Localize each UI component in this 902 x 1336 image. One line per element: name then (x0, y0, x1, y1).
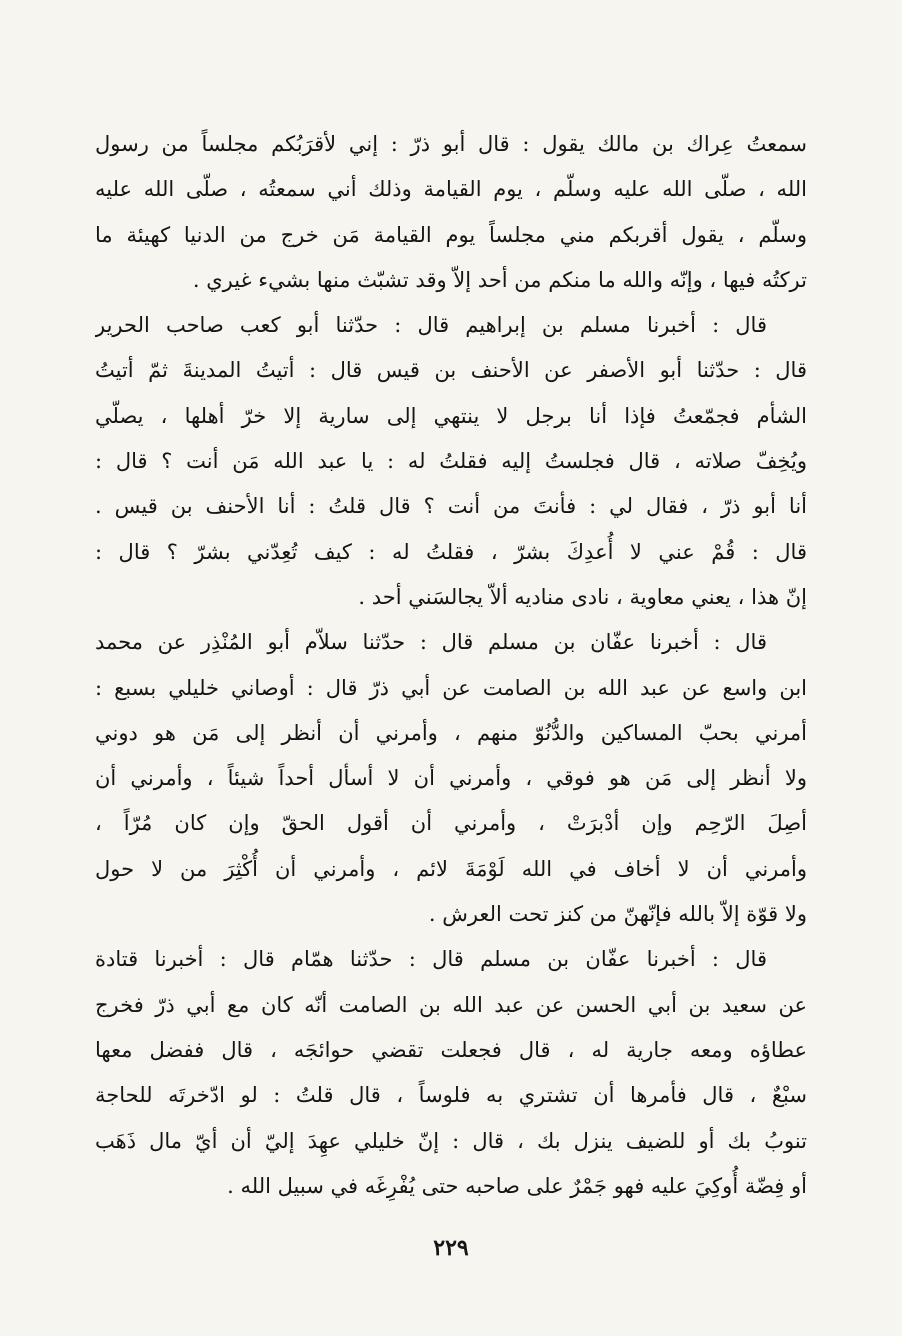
text-line: ولا قوّة إلاّ بالله فإنّهنّ من كنز تحت العرش . (428, 902, 807, 927)
text-line: قال : أخبرنا عفّان بن مسلم قال : حدّثنا همّام قال : أخبرنا قتادة (95, 947, 767, 972)
text-line: أنا أبو ذرّ ، فقال لي : فأنتَ من أنت ؟ قال قلتُ : أنا الأحنف بن قيس . (95, 494, 807, 519)
text-line: ابن واسع عن عبد الله بن الصامت عن أبي ذرّ قال : أوصاني خليلي بسبع : (95, 675, 807, 700)
text-line: وأمرني أن لا أخاف في الله لَوْمَةَ لائم ، وأمرني أن أُكْثِرَ من لا حول (95, 856, 807, 881)
text-line: ويُخِفّ صلاته ، قال فجلستُ إليه فقلتُ له : يا عبد الله مَن أنت ؟ قال : (95, 449, 807, 474)
text-line: سبْعٌ ، قال فأمرها أن تشتري به فلوساً ، قال قلتُ : لو ادّخرتَه للحاجة (95, 1083, 807, 1108)
text-line: أصِلَ الرّحِم وإن أدْبرَتْ ، وأمرني أن أقول الحقّ وإن كان مُرّاً ، (95, 811, 807, 836)
text-line: عن سعيد بن أبي الحسن عن عبد الله بن الصامت أنّه كان مع أبي ذرّ فخرج (95, 992, 807, 1017)
text-line: قال : حدّثنا أبو الأصفر عن الأحنف بن قيس قال : أتيتُ المدينةَ ثمّ أتيتُ (95, 358, 807, 383)
text-line: ولا أنظر إلى مَن هو فوقي ، وأمرني أن لا أسأل أحداً شيئاً ، وأمرني أن (95, 766, 807, 791)
text-line: قال : قُمْ عني لا أُعدِكَ بشرّ ، فقلتُ له : كيف تُعِدّني بشرّ ؟ قال : (95, 539, 807, 564)
text-line: إنّ هذا ، يعني معاوية ، نادى مناديه ألاّ يجالسَني أحد . (358, 584, 807, 609)
text-line: تركتُه فيها ، وإنّه والله ما منكم من أحد إلاّ وقد تشبّث منها بشيء غيري . (192, 267, 807, 292)
text-line: سمعتُ عِراك بن مالك يقول : قال أبو ذرّ : إني لأقرَبُكم مجلساً من رسول (95, 132, 807, 156)
text-line: الشأم فجمّعتُ فإذا أنا برجل لا ينتهي إلى سارية إلا خرّ أهلها ، يصلّي (95, 403, 807, 428)
text-line: قال : أخبرنا مسلم بن إبراهيم قال : حدّثنا أبو كعب صاحب الحرير (95, 313, 767, 338)
text-line: تنوبُ بك أو للضيف ينزل بك ، قال : إنّ خليلي عهِدَ إليّ أن أيّ مال ذَهَب (95, 1128, 807, 1153)
text-line: وسلّم ، يقول أقربكم مني مجلساً يوم القيامة مَن خرج من الدنيا كهيئة ما (95, 222, 807, 247)
body-text (95, 122, 807, 1209)
text-line: الله ، صلّى الله عليه وسلّم ، يوم القيامة وذلك أني سمعتُه ، صلّى الله عليه (95, 177, 807, 202)
text-line: عطاؤه ومعه جارية له ، قال فجعلت تقضي حوائجَه ، قال ففضل معها (95, 1037, 807, 1062)
page-number: ٢٢٩ (433, 1235, 469, 1261)
text-line: أو فِضّة أُوكِيَ عليه فهو جَمْرٌ على صاحبه حتى يُفْرِغَه في سبيل الله . (227, 1173, 807, 1198)
text-line: قال : أخبرنا عفّان بن مسلم قال : حدّثنا سلاّم أبو المُنْذِر عن محمد (95, 630, 767, 655)
text-line: أمرني بحبّ المساكين والدُّنُوّ منهم ، وأمرني أن أنظر إلى مَن هو دوني (95, 720, 807, 745)
